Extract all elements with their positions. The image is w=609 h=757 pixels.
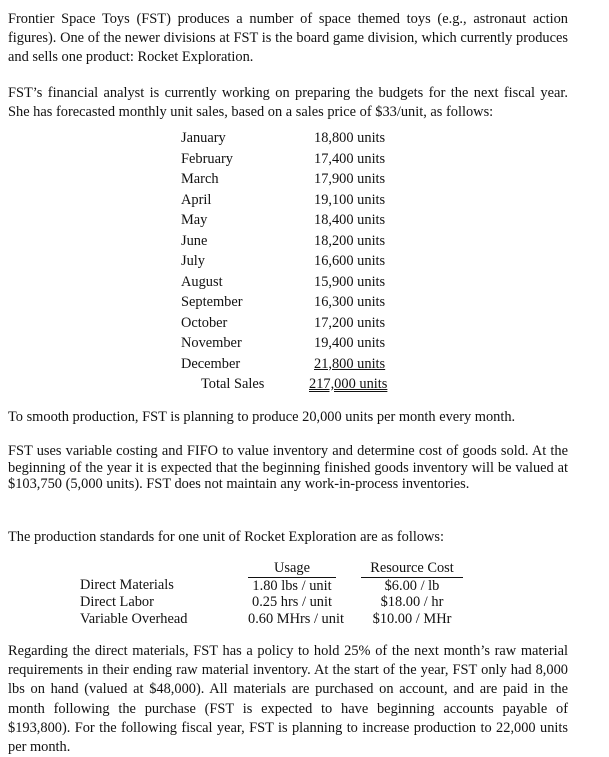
standard-label: Direct Materials <box>80 577 174 593</box>
month-label: August <box>181 273 223 290</box>
month-units: 17,400 units <box>314 150 386 167</box>
standard-cost: $10.00 / MHr <box>372 611 452 627</box>
standard-usage: 1.80 lbs / unit <box>248 577 336 595</box>
standard-usage: 0.60 MHrs / unit <box>248 611 344 627</box>
month-label: July <box>181 253 205 269</box>
month-units: 21,800 units <box>314 355 386 372</box>
month-units: 19,100 units <box>314 191 386 208</box>
month-label: September <box>181 294 243 310</box>
month-label: January <box>181 130 226 146</box>
resource-cost-header: Resource Cost <box>370 560 454 576</box>
usage-header: Usage <box>274 560 310 576</box>
month-units: 18,800 units <box>314 130 386 146</box>
costing-paragraph: FST uses variable costing and FIFO to value inventory and determine cost of goods sold. At the beginning of the year it is expected that the beginning finished goods inventory will be valued at $103,750 (5,000 units). FST does not maintain any work-in-process inventories. <box>8 443 568 493</box>
total-sales-label: Total Sales <box>201 376 265 392</box>
month-units: 19,400 units <box>314 335 386 351</box>
month-label: February <box>181 150 233 167</box>
materials-paragraph: Regarding the direct materials, FST has a policy to hold 25% of the next month’s raw material requirements in their ending raw material inventory. At the start of the year, FST only had 8,000 lbs on hand (valued at $48,000). All materials are purchased on account, and are paid in the month following the purchase (FST is expected to have beginning accounts payable of $193,800). For the following fiscal year, FST is planning to increase production to 22,000 units per month. <box>8 643 568 756</box>
standards-intro: The production standards for one unit of Rocket Exploration are as follows: <box>8 529 445 545</box>
month-units: 17,200 units <box>314 314 386 331</box>
month-units: 16,300 units <box>314 294 386 310</box>
month-units: 15,900 units <box>314 273 386 290</box>
month-label: December <box>181 355 241 372</box>
month-label: April <box>181 191 212 208</box>
smooth-production-paragraph: To smooth production, FST is planning to produce 20,000 units per month every month. <box>8 409 516 425</box>
month-label: June <box>181 232 208 249</box>
standard-usage: 0.25 hrs / unit <box>252 594 332 610</box>
month-units: 18,200 units <box>314 232 386 249</box>
standard-cost: $6.00 / lb <box>361 577 463 595</box>
month-units: 16,600 units <box>314 253 386 269</box>
month-label: November <box>181 335 242 351</box>
standard-label: Variable Overhead <box>80 611 188 627</box>
analyst-paragraph: FST’s financial analyst is currently working on preparing the budgets for the next fiscal year. She has forecasted monthly unit sales, based on a sales price of $33/unit, as follows: <box>8 85 568 121</box>
intro-paragraph: Frontier Space Toys (FST) produces a number of space themed toys (e.g., astronaut action figures). One of the newer divisions at FST is the board game division, which currently produces and sells one product: Rocket Exploration. <box>8 11 568 66</box>
standard-label: Direct Labor <box>80 594 154 610</box>
month-label: March <box>181 171 219 187</box>
month-label: May <box>181 212 208 228</box>
month-label: October <box>181 314 228 331</box>
month-units: 18,400 units <box>314 212 386 228</box>
total-sales-value: 217,000 units <box>309 376 388 392</box>
standard-cost: $18.00 / hr <box>380 594 444 610</box>
month-units: 17,900 units <box>314 171 386 187</box>
